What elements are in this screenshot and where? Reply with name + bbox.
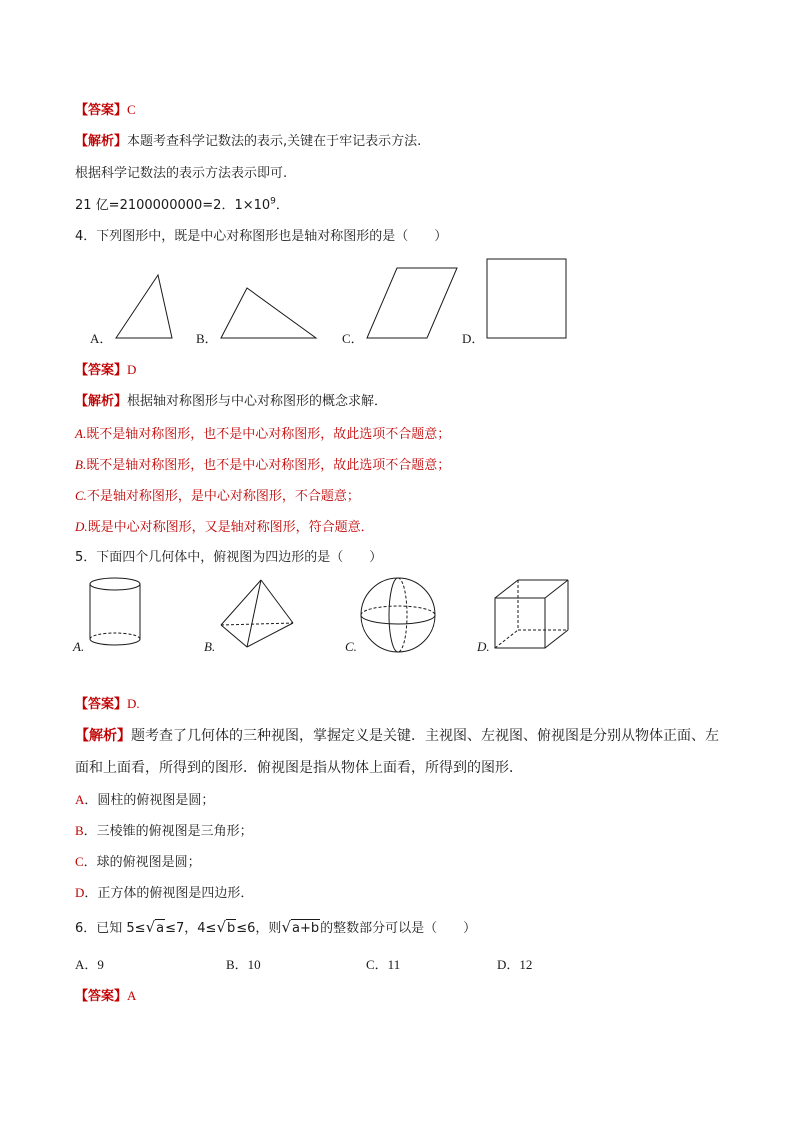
answer-tag: 【答案】 (75, 697, 128, 712)
answer-value: D (127, 362, 137, 377)
option-letter: C (75, 854, 84, 869)
answer-tag: 【答案】 (75, 363, 128, 378)
q6-prefix: 6．已知 5≤ (75, 921, 146, 936)
square-shape (487, 259, 566, 338)
analysis-tag: 【解析】 (75, 394, 128, 409)
calc-prefix: 21 亿=2100000000=2．1×10 (75, 198, 271, 213)
q4-option-c (75, 487, 360, 506)
option-text: 既是中心对称图形，又是轴对称图形，符合题意． (87, 520, 374, 535)
analysis-text: 题考查了几何体的三种视图，掌握定义是关键．主视图、左视图、俯视图是分别从物体正面、左 (131, 728, 719, 744)
answer-tag: 【答案】 (75, 989, 128, 1004)
cube-shape (495, 580, 568, 648)
q6-mid1: ≤7，4≤ (165, 921, 217, 936)
option-text: ．三棱锥的俯视图是三角形； (83, 824, 253, 839)
option-letter: D (75, 885, 85, 900)
q4-option-d (75, 518, 374, 537)
sqrt-a-plus-b: √a+b (281, 918, 320, 936)
q4-analysis-line (75, 393, 387, 411)
q4-answer-line (75, 361, 136, 380)
q3-analysis-line2: 根据科学记数法的表示方法表示即可. (75, 166, 288, 181)
analysis-tag: 【解析】 (75, 728, 131, 744)
option-text: ．球的俯视图是圆； (83, 855, 201, 870)
q5-option-d (75, 884, 253, 903)
q3-answer-line (75, 101, 136, 120)
q3-analysis-line (75, 133, 421, 151)
q5-label-b: B. (204, 639, 216, 654)
sqrt-b: √b (216, 918, 236, 936)
q5-label-a: A. (73, 639, 85, 654)
q4-option-b (75, 456, 450, 475)
q6-choice-d: D．12 (497, 957, 533, 972)
q4-label-d: D． (462, 331, 485, 346)
q4-question: 4．下列图形中，既是中心对称图形也是轴对称图形的是（ ） (75, 229, 448, 244)
analysis-text: 本题考查科学记数法的表示,关键在于牢记表示方法. (127, 134, 422, 149)
q4-option-a (75, 425, 450, 444)
answer-value: D. (127, 696, 140, 711)
q5-answer-line (75, 695, 140, 714)
option-letter: B. (75, 457, 87, 472)
q4-label-c: C． (342, 331, 364, 346)
option-text: ．圆柱的俯视图是圆； (84, 793, 215, 808)
q5-option-b (75, 822, 253, 841)
pyramid-shape (221, 580, 293, 647)
option-text: ．正方体的俯视图是四边形． (84, 886, 254, 901)
q4-label-a: A． (90, 331, 113, 346)
q5-label-d: D. (477, 639, 490, 654)
acute-triangle-shape (116, 275, 172, 338)
q4-label-b: B． (196, 331, 218, 346)
option-text: 不是轴对称图形，是中心对称图形，不合题意； (86, 489, 360, 504)
q6-choice-c: C．11 (366, 957, 401, 972)
q5-analysis-line2: 面和上面看，所得到的图形．俯视图是指从物体上面看，所得到的图形． (75, 760, 523, 776)
analysis-text: 根据轴对称图形与中心对称图形的概念求解． (127, 394, 388, 409)
q3-calculation (75, 197, 289, 215)
option-text: 既不是轴对称图形，也不是中心对称图形，故此选项不合题意； (86, 427, 451, 442)
q6-suffix: 的整数部分可以是（ ） (320, 921, 477, 936)
obtuse-triangle-shape (221, 288, 316, 338)
answer-tag: 【答案】 (75, 103, 128, 118)
q5-figures (75, 573, 595, 658)
q6-choice-b: B．10 (226, 957, 261, 972)
option-letter: C. (75, 488, 87, 503)
sqrt-a: √a (145, 918, 165, 936)
calc-exponent: 9 (270, 196, 276, 207)
option-letter: A. (75, 426, 87, 441)
q6-answer-line (75, 987, 136, 1006)
q6-question (75, 918, 476, 938)
q5-option-c (75, 853, 201, 872)
q5-label-c: C. (345, 639, 357, 654)
sphere-shape (361, 578, 435, 652)
option-letter: B (75, 823, 84, 838)
sqrt-a-content: a (156, 921, 165, 936)
calc-suffix: ． (275, 198, 289, 213)
q5-question: 5．下面四个几何体中，俯视图为四边形的是（ ） (75, 550, 383, 565)
parallelogram-shape (367, 268, 457, 338)
sqrt-a-plus-b-content: a+b (292, 921, 320, 936)
option-text: 既不是轴对称图形，也不是中心对称图形，故此选项不合题意； (86, 458, 451, 473)
answer-value: C (127, 102, 136, 117)
analysis-tag: 【解析】 (75, 134, 128, 149)
q6-mid2: ≤6，则 (236, 921, 282, 936)
sqrt-b-content: b (227, 921, 236, 936)
q4-figures (75, 255, 575, 350)
answer-value: A (127, 988, 137, 1003)
cylinder-shape (90, 578, 140, 645)
option-letter: D. (75, 519, 88, 534)
option-letter: A (75, 792, 85, 807)
q5-analysis-line (75, 727, 719, 745)
q5-option-a (75, 791, 214, 810)
q6-choice-a: A．9 (75, 957, 104, 972)
